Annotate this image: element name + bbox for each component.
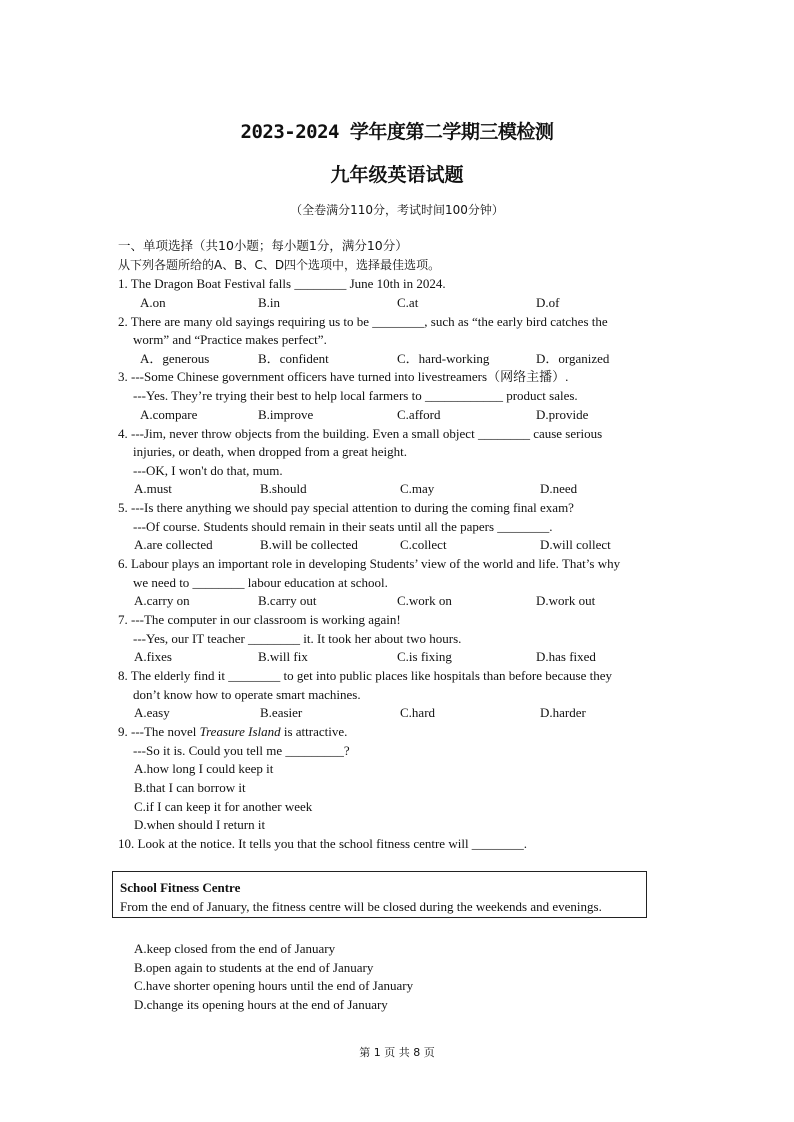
page-footer: 第 1 页 共 8 页 bbox=[359, 1046, 435, 1059]
question-6-option-b: B.carry out bbox=[258, 593, 317, 608]
question-9-option-d: D.when should I return it bbox=[134, 817, 266, 832]
exam-subtitle: 九年级英语试题 bbox=[330, 164, 464, 186]
question-10-text: 10. Look at the notice. It tells you that the school fitness centre will ________. bbox=[118, 836, 528, 851]
question-10-option-a: A.keep closed from the end of January bbox=[134, 941, 336, 956]
question-7-option-b: B.will fix bbox=[258, 649, 308, 664]
question-1-text: 1. The Dragon Boat Festival falls ________ June 10th in 2024. bbox=[118, 276, 446, 291]
novel-title: Treasure Island bbox=[199, 724, 281, 739]
question-3-option-d: D.provide bbox=[536, 407, 589, 422]
question-4-text: 4. ---Jim, never throw objects from the building. Even a small object ________ cause serious bbox=[118, 426, 603, 441]
question-8-option-d: D.harder bbox=[540, 705, 586, 720]
question-10-option-d: D.change its opening hours at the end of January bbox=[134, 997, 388, 1012]
question-8-option-b: B.easier bbox=[260, 705, 303, 720]
question-1-option-b: B.in bbox=[258, 295, 281, 310]
question-3-text: 3. ---Some Chinese government officers have turned into livestreamers（网络主播）. bbox=[118, 369, 569, 384]
question-4-reply: ---OK, I won't do that, mum. bbox=[133, 463, 283, 478]
question-4-option-d: D.need bbox=[540, 481, 578, 496]
question-2-option-d: D．organized bbox=[536, 351, 610, 366]
section-instruction: 从下列各题所给的A、B、C、D四个选项中，选择最佳选项。 bbox=[118, 258, 441, 272]
fitness-notice-box bbox=[112, 871, 647, 918]
question-8-option-a: A.easy bbox=[134, 705, 170, 720]
section-heading: 一、单项选择（共10小题；每小题1分，满分10分） bbox=[118, 238, 408, 253]
question-6-option-d: D.work out bbox=[536, 593, 596, 608]
question-5-option-d: D.will collect bbox=[540, 537, 611, 552]
question-4-option-b: B.should bbox=[260, 481, 307, 496]
question-2-option-a: A．generous bbox=[140, 351, 210, 366]
question-2-option-b: B．confident bbox=[258, 351, 329, 366]
question-6-text-cont: we need to ________ labour education at school. bbox=[133, 575, 388, 590]
question-1-option-a: A.on bbox=[140, 295, 166, 310]
notice-body: From the end of January, the fitness centre will be closed during the weekends and evenings. bbox=[120, 899, 602, 914]
question-2-option-c: C．hard-working bbox=[397, 351, 490, 366]
question-9-prefix: 9. ---The novel bbox=[118, 724, 200, 739]
question-3-option-a: A.compare bbox=[140, 407, 198, 422]
question-7-option-d: D.has fixed bbox=[536, 649, 596, 664]
question-7-option-c: C.is fixing bbox=[397, 649, 452, 664]
question-5-option-c: C.collect bbox=[400, 537, 447, 552]
question-10-option-b: B.open again to students at the end of January bbox=[134, 960, 374, 975]
question-6-text: 6. Labour plays an important role in developing Students’ view of the world and life. That’s why bbox=[118, 556, 621, 571]
question-8-text-cont: don’t know how to operate smart machines. bbox=[133, 687, 361, 702]
question-4-text-cont: injuries, or death, when dropped from a great height. bbox=[133, 444, 407, 459]
notice-title: School Fitness Centre bbox=[120, 880, 241, 895]
question-9-option-c: C.if I can keep it for another week bbox=[134, 799, 313, 814]
question-3-text-cont: ---Yes. They’re trying their best to help local farmers to ____________ product sales. bbox=[133, 388, 578, 403]
question-4-option-c: C.may bbox=[400, 481, 435, 496]
exam-note: （全卷满分110分，考试时间100分钟） bbox=[290, 203, 504, 217]
question-9-text-cont: ---So it is. Could you tell me _________? bbox=[133, 743, 350, 758]
question-6-option-a: A.carry on bbox=[134, 593, 190, 608]
question-5-option-a: A.are collected bbox=[134, 537, 213, 552]
question-4-option-a: A.must bbox=[134, 481, 172, 496]
question-7-text: 7. ---The computer in our classroom is working again! bbox=[118, 612, 401, 627]
question-10-option-c: C.have shorter opening hours until the end of January bbox=[134, 978, 414, 993]
question-8-option-c: C.hard bbox=[400, 705, 436, 720]
question-9-suffix: is attractive. bbox=[280, 724, 348, 739]
question-1-option-d: D.of bbox=[536, 295, 560, 310]
question-7-option-a: A.fixes bbox=[134, 649, 172, 664]
question-7-text-cont: ---Yes, our IT teacher ________ it. It took her about two hours. bbox=[133, 631, 462, 646]
question-5-option-b: B.will be collected bbox=[260, 537, 358, 552]
question-9-option-a: A.how long I could keep it bbox=[134, 761, 274, 776]
question-3-option-b: B.improve bbox=[258, 407, 314, 422]
question-9-text bbox=[118, 724, 347, 740]
question-2-text: 2. There are many old sayings requiring us to be ________, such as “the early bird catches the bbox=[118, 314, 608, 329]
question-9-option-b: B.that I can borrow it bbox=[134, 780, 246, 795]
question-2-text-cont: worm” and “Practice makes perfect”. bbox=[133, 332, 327, 347]
question-8-text: 8. The elderly find it ________ to get into public places like hospitals than before because they bbox=[118, 668, 612, 683]
question-6-option-c: C.work on bbox=[397, 593, 452, 608]
exam-title: 2023-2024 学年度第二学期三模检测 bbox=[240, 121, 554, 143]
question-3-option-c: C.afford bbox=[397, 407, 441, 422]
question-1-option-c: C.at bbox=[397, 295, 419, 310]
question-5-text: 5. ---Is there anything we should pay special attention to during the coming final exam? bbox=[118, 500, 574, 515]
question-5-text-cont: ---Of course. Students should remain in their seats until all the papers ________. bbox=[133, 519, 553, 534]
